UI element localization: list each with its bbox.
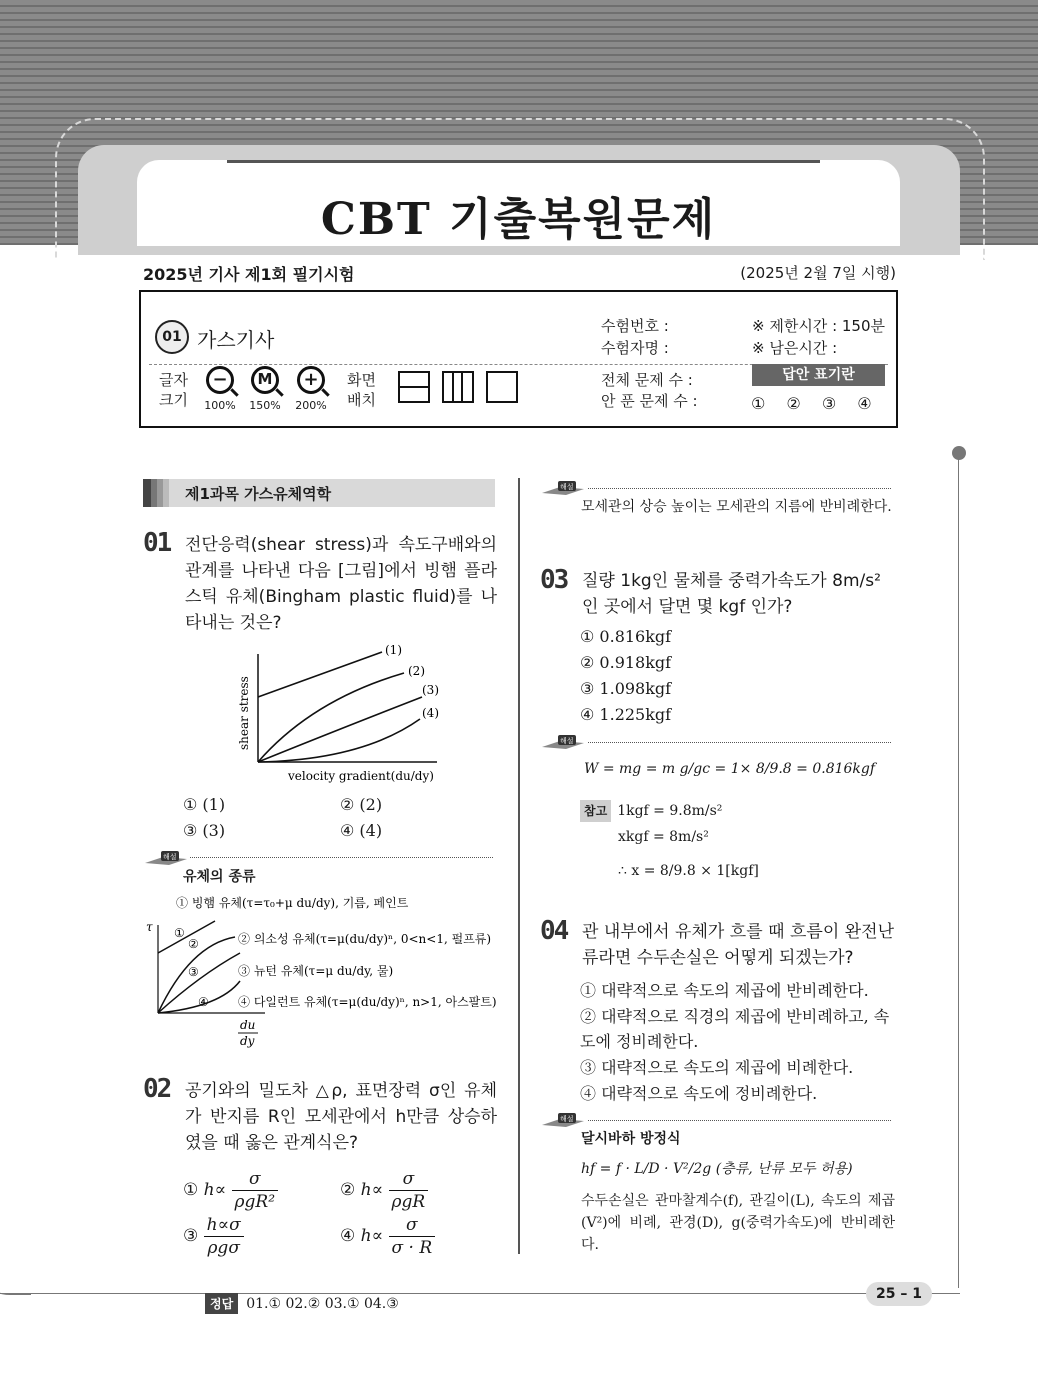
y-axis-label: shear stress: [237, 676, 251, 750]
shear-stress-graph: [232, 640, 447, 790]
option-4[interactable]: ④ 대략적으로 속도에 정비례한다.: [580, 1084, 818, 1103]
option-2[interactable]: ② 대략적으로 직경의 제곱에 반비례하고, 속도에 정비례한다.: [580, 1007, 890, 1051]
curve-label-2: (2): [408, 664, 425, 678]
option-2[interactable]: ② h∝ $\frac{\sigma}{\text{ρgR}}$: [340, 1168, 428, 1213]
explanation-title: 달시바하 방정식: [581, 1131, 681, 1147]
question-number: 04: [540, 916, 568, 946]
option-2[interactable]: ② (2): [340, 795, 383, 814]
question-text: 관 내부에서 유체가 흐를 때 흐름이 완전난류라면 수두손실은 어떻게 되겠는가?: [582, 922, 894, 968]
reference-line-3: ∴ x = 8/9.8 × 1[kgf]: [618, 863, 759, 879]
column-divider: [518, 478, 520, 1254]
zoom-in-icon: +: [297, 366, 325, 394]
svg-text:해설: 해설: [560, 737, 574, 745]
exam-name: 2025년 기사 제1회 필기시험: [143, 265, 355, 284]
subject-name: 가스기사: [197, 328, 275, 352]
curve-4: [258, 719, 420, 762]
subject-number-badge: 01: [155, 320, 189, 354]
option-4[interactable]: ④ (4): [340, 821, 383, 840]
svg-text:①: ①: [174, 926, 185, 940]
question-text: 전단응력(shear stress)과 속도구배와의 관계를 나타낸 다음 [그림]에서 빙햄 플라스틱 유체(Bingham plastic fluid)를 나타내는 것은?: [185, 535, 497, 633]
zoom-200-button[interactable]: + 200%: [291, 366, 331, 412]
explanation-equation: hf = f · L/D · V²/2g (층류, 난류 모두 허용): [581, 1161, 853, 1177]
explanation-text: 모세관의 상승 높이는 모세관의 지름에 반비례한다.: [581, 499, 892, 515]
fluid-types-diagram: [140, 885, 500, 1050]
zoom-medium-icon: M: [251, 366, 279, 394]
explanation-text: 수두손실은 관마찰계수(f), 관길이(L), 속도의 제곱(V²)에 비례, 관경(D), g(중력가속도)에 반비례한다.: [581, 1193, 895, 1253]
explanation-title: 유체의 종류: [183, 869, 256, 885]
curve-label-3: (3): [422, 683, 439, 697]
option-1[interactable]: ① h∝ $\frac{\sigma}{\text{ρgR²}}$: [183, 1168, 278, 1213]
total-questions-label: 전체 문제 수 :: [601, 371, 693, 389]
svg-text:④: ④: [198, 995, 209, 1009]
layout-split-vertical-button[interactable]: [442, 371, 474, 403]
section-heading: 제1과목 가스유체역학: [143, 479, 495, 507]
answer-tag: 정답: [205, 1293, 238, 1314]
explanation-icon: [540, 734, 586, 750]
fluid-type-4: ④ 다일런트 유체(τ=μ(du/dy)ⁿ, n>1, 아스팔트): [238, 995, 497, 1009]
time-left: ※ 남은시간 :: [752, 339, 838, 357]
fluid-type-3: ③ 뉴턴 유체(τ=μ du/dy, 물): [238, 964, 394, 978]
zoom-100-button[interactable]: − 100%: [200, 366, 240, 412]
font-size-label: 글자 크기: [159, 371, 188, 409]
option-4[interactable]: ④ h∝ $\frac{\sigma}{\sigma \cdot R}$: [340, 1214, 435, 1259]
zoom-out-icon: −: [206, 366, 234, 394]
explanation-equation: W = mg = m g/gc = 1× 8/9.8 = 0.816kgf: [584, 761, 876, 777]
curve-label-1: (1): [385, 643, 402, 657]
fluid-type-1: ① 빙햄 유체(τ=τ₀+μ du/dy), 기름, 페인트: [176, 896, 409, 910]
svg-text:dy: dy: [240, 1034, 255, 1048]
margin-dot: [952, 446, 966, 460]
question-number: 01: [143, 528, 171, 558]
svg-text:해설: 해설: [560, 1115, 574, 1123]
explanation-icon: [143, 850, 189, 866]
footer-arc: [0, 1230, 31, 1295]
title-card: [137, 160, 900, 246]
exam-number-label: 수험번호 :: [601, 317, 669, 335]
question-number: 03: [540, 565, 568, 595]
svg-text:③: ③: [188, 965, 199, 979]
cbt-exam-panel: [139, 290, 898, 428]
zoom-150-button[interactable]: M 150%: [245, 366, 285, 412]
svg-text:해설: 해설: [560, 483, 574, 491]
option-3[interactable]: ③ 1.098kgf: [580, 679, 672, 698]
option-3[interactable]: ③ $\frac{h\propto\sigma}{\text{ρgσ}}$: [183, 1214, 244, 1259]
curve-label-4: (4): [422, 706, 439, 720]
svg-text:해설: 해설: [163, 853, 177, 861]
answer-sheet-header: 답안 표기란: [752, 364, 885, 386]
reference-note: 참고 1kgf = 9.8m/s²: [580, 800, 722, 822]
fluid-type-2: ② 의소성 유체(τ=μ(du/dy)ⁿ, 0<n<1, 펄프류): [238, 932, 492, 946]
time-limit: ※ 제한시간 : 150분: [752, 317, 886, 335]
footer-rule: [0, 1293, 960, 1294]
diagram-tau: τ: [146, 920, 153, 934]
curve-2: [258, 673, 404, 762]
explanation-icon: [540, 480, 586, 496]
option-1[interactable]: ① 0.816kgf: [580, 627, 672, 646]
curve-1: [258, 652, 382, 697]
option-1[interactable]: ① 대략적으로 속도의 제곱에 반비례한다.: [580, 981, 869, 1000]
layout-single-button[interactable]: [486, 371, 518, 403]
answer-options[interactable]: ① ② ③ ④: [751, 394, 872, 413]
answer-key: 정답 01.① 02.② 03.① 04.③: [205, 1293, 399, 1314]
x-axis-label: velocity gradient(du/dy): [288, 769, 434, 783]
question-text: 공기와의 밀도차 △ρ, 표면장력 σ인 유체가 반지름 R인 모세관에서 h만큼 상승하였을 때 옳은 관계식은?: [185, 1081, 497, 1153]
option-3[interactable]: ③ 대략적으로 속도의 제곱에 비례한다.: [580, 1058, 854, 1077]
page-number: 25 – 1: [866, 1282, 932, 1306]
exam-date: (2025년 2월 7일 시행): [740, 264, 896, 282]
margin-rule: [958, 458, 959, 1288]
layout-split-horizontal-button[interactable]: [398, 371, 430, 403]
examinee-label: 수험자명 :: [601, 339, 669, 357]
page-title: CBT 기출복원문제: [320, 194, 717, 245]
layout-label: 화면 배치: [347, 371, 376, 409]
question-number: 02: [143, 1074, 171, 1104]
svg-text:②: ②: [188, 937, 199, 951]
reference-line-2: xkgf = 8m/s²: [618, 829, 709, 845]
svg-text:du: du: [240, 1018, 256, 1032]
option-3[interactable]: ③ (3): [183, 821, 226, 840]
explanation-icon: [540, 1112, 586, 1128]
question-text: 질량 1kg인 물체를 중력가속도가 8m/s²인 곳에서 달면 몇 kgf 인가?: [582, 571, 881, 617]
option-4[interactable]: ④ 1.225kgf: [580, 705, 672, 724]
option-2[interactable]: ② 0.918kgf: [580, 653, 672, 672]
unsolved-questions-label: 안 푼 문제 수 :: [601, 392, 698, 410]
option-1[interactable]: ① (1): [183, 795, 226, 814]
